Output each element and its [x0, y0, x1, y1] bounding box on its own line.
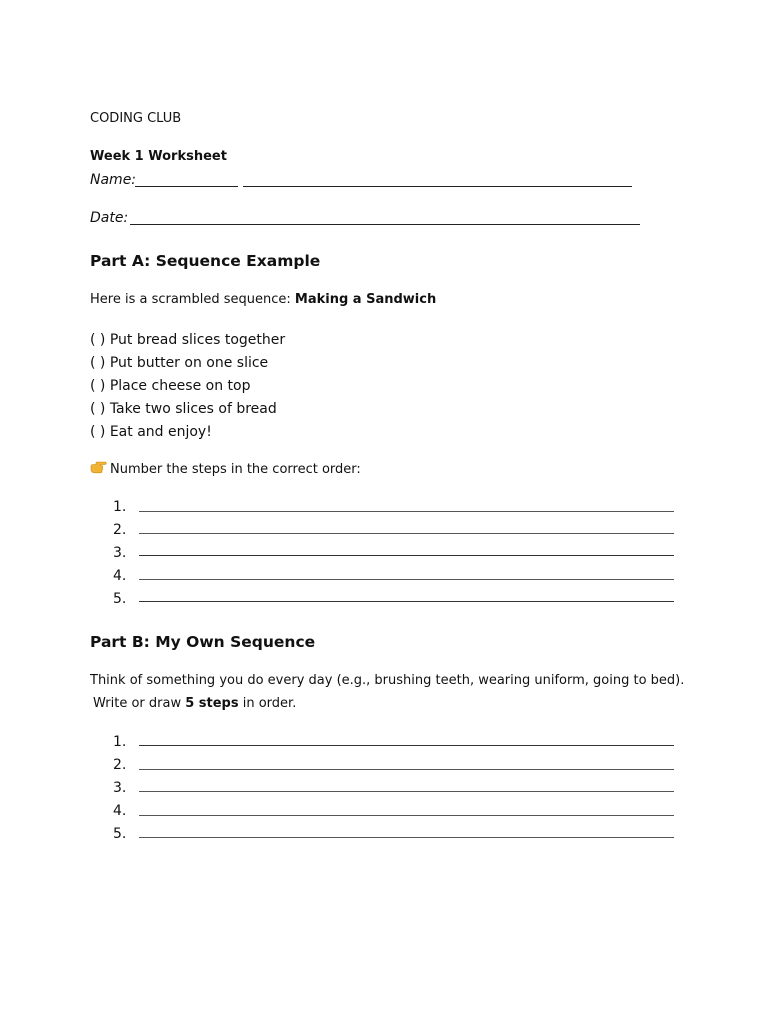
write-step-count: 5 steps [185, 696, 239, 711]
scrambled-step: ( ) Put butter on one slice [90, 355, 269, 371]
answer-line[interactable] [139, 745, 674, 746]
pointing-hand-icon [90, 461, 107, 475]
part-a-intro [90, 292, 436, 307]
date-blank[interactable] [130, 224, 640, 225]
name-blank-short[interactable] [135, 186, 238, 187]
answer-line[interactable] [139, 601, 674, 602]
answer-line[interactable] [139, 791, 674, 792]
part-b-prompt: Think of something you do every day (e.g., brushing teeth, wearing uniform, going to bed). [90, 673, 685, 688]
answer-line[interactable] [139, 511, 674, 512]
answer-number: 2. [113, 522, 127, 538]
scrambled-step: ( ) Place cheese on top [90, 378, 251, 394]
scrambled-step: ( ) Eat and enjoy! [90, 424, 212, 440]
scrambled-step: ( ) Put bread slices together [90, 332, 286, 348]
scrambled-step: ( ) Take two slices of bread [90, 401, 277, 417]
answer-number: 3. [113, 780, 127, 796]
part-b-write-instruction [93, 696, 296, 711]
answer-number: 2. [113, 757, 127, 773]
answer-line[interactable] [139, 769, 674, 770]
answer-number: 4. [113, 803, 127, 819]
answer-number: 1. [113, 734, 127, 750]
answer-number: 5. [113, 826, 127, 842]
worksheet-title: Week 1 Worksheet [90, 149, 227, 164]
date-field-label: Date: [90, 210, 129, 226]
scrambled-steps-list [90, 331, 285, 446]
name-field-label: Name: [90, 172, 137, 188]
answer-line[interactable] [139, 579, 674, 580]
name-blank-long[interactable] [243, 186, 632, 187]
club-title: CODING CLUB [90, 111, 182, 126]
part-b-heading: Part B: My Own Sequence [90, 633, 316, 651]
answer-line[interactable] [139, 555, 674, 556]
part-a-instruction [90, 461, 361, 477]
intro-topic: Making a Sandwich [294, 292, 437, 307]
answer-number: 1. [113, 499, 127, 515]
part-a-heading: Part A: Sequence Example [90, 252, 321, 270]
answer-line[interactable] [139, 815, 674, 816]
intro-text: Here is a scrambled sequence: [90, 292, 295, 307]
write-suffix: in order. [238, 696, 297, 711]
answer-line[interactable] [139, 533, 674, 534]
instruction-text: Number the steps in the correct order: [110, 462, 361, 477]
answer-number: 4. [113, 568, 127, 584]
answer-line[interactable] [139, 837, 674, 838]
write-prefix: Write or draw [93, 696, 186, 711]
answer-number: 3. [113, 545, 127, 561]
answer-number: 5. [113, 591, 127, 607]
